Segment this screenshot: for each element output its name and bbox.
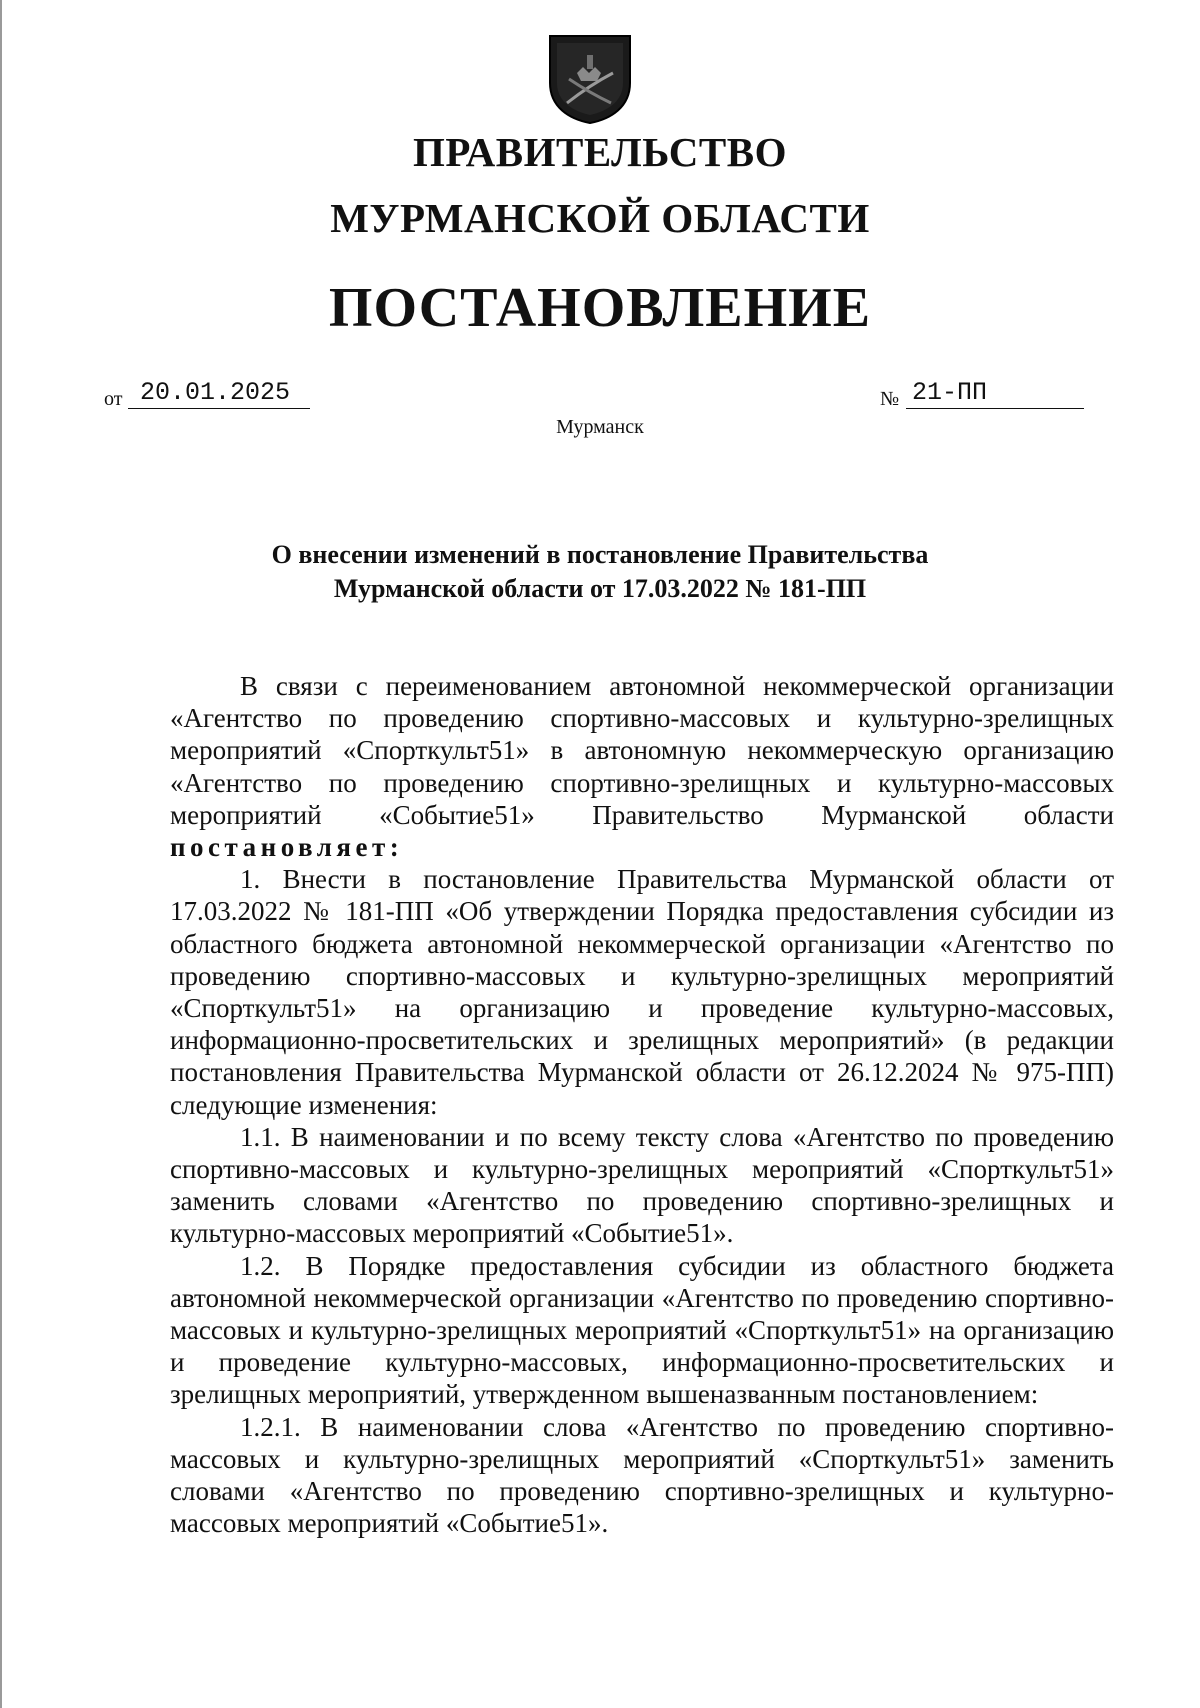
preamble-text: В связи с переименованием автономной некоммерческой организации «Агентство по проведению спортивно-массовых и культурно-зрелищных мероприятий «Спорткульт51» в автономную некоммерческую организацию «Агентство по проведению спортивно-зрелищных и культурно-массовых мероприятий «Событие51» Правительство Мурманской области [170, 671, 1114, 830]
document-title-line1: О внесении изменений в постановление Правительства [271, 540, 929, 569]
city-name: Мурманск [556, 416, 644, 438]
government-name-line1: ПРАВИТЕЛЬСТВО [412, 129, 788, 175]
paragraph-1-2-1: 1.2.1. В наименовании слова «Агентство по проведению спортивно-массовых и культурно-зрелищных мероприятий «Спорткульт51» заменить словами «Агентство по проведению спортивно-зрелищных и культурно-массовых мероприятий «Событие51». [170, 1411, 1114, 1539]
document-number: 21-ПП [906, 378, 1084, 409]
scan-edge [0, 0, 2, 1708]
document-date: 20.01.2025 [128, 378, 310, 409]
government-name-line2: МУРМАНСКОЙ ОБЛАСТИ [330, 195, 870, 241]
coat-of-arms-icon [547, 33, 633, 125]
document-title-line2: Мурманской области от 17.03.2022 № 181-ПП [333, 574, 867, 603]
date-label: от [104, 388, 123, 410]
paragraph-1: 1. Внести в постановление Правительства Мурманской области от 17.03.2022 № 181-ПП «Об утверждении Порядка предоставления субсидии из областного бюджета автономной некоммерческой организации «Агентство по проведению спортивно-массовых и культурно-зрелищных мероприятий «Спорткульт51» на организацию и проведение культурно-массовых, информационно-просветительских и зрелищных мероприятий» (в редакции постановления Правительства Мурманской области от 26.12.2024 № 975-ПП) следующие изменения: [170, 864, 1114, 1120]
paragraph-1-1: 1.1. В наименовании и по всему тексту слова «Агентство по проведению спортивно-массовых и культурно-зрелищных мероприятий «Спорткульт51» заменить словами «Агентство по проведению спортивно-зрелищных и культурно-массовых мероприятий «Событие51». [170, 1121, 1114, 1249]
resolves-word: постановляет: [170, 832, 404, 863]
document-body [170, 670, 1114, 1539]
preamble-paragraph [170, 670, 1114, 863]
paragraph-1-2: 1.2. В Порядке предоставления субсидии из областного бюджета автономной некоммерческой организации «Агентство по проведению спортивно-массовых и культурно-зрелищных мероприятий «Спорткульт51» на организацию и проведение культурно-массовых, информационно-просветительских и зрелищных мероприятий, утвержденном вышеназванным постановлением: [170, 1250, 1114, 1410]
document-type: ПОСТАНОВЛЕНИЕ [328, 277, 872, 339]
number-label: № [880, 388, 900, 410]
